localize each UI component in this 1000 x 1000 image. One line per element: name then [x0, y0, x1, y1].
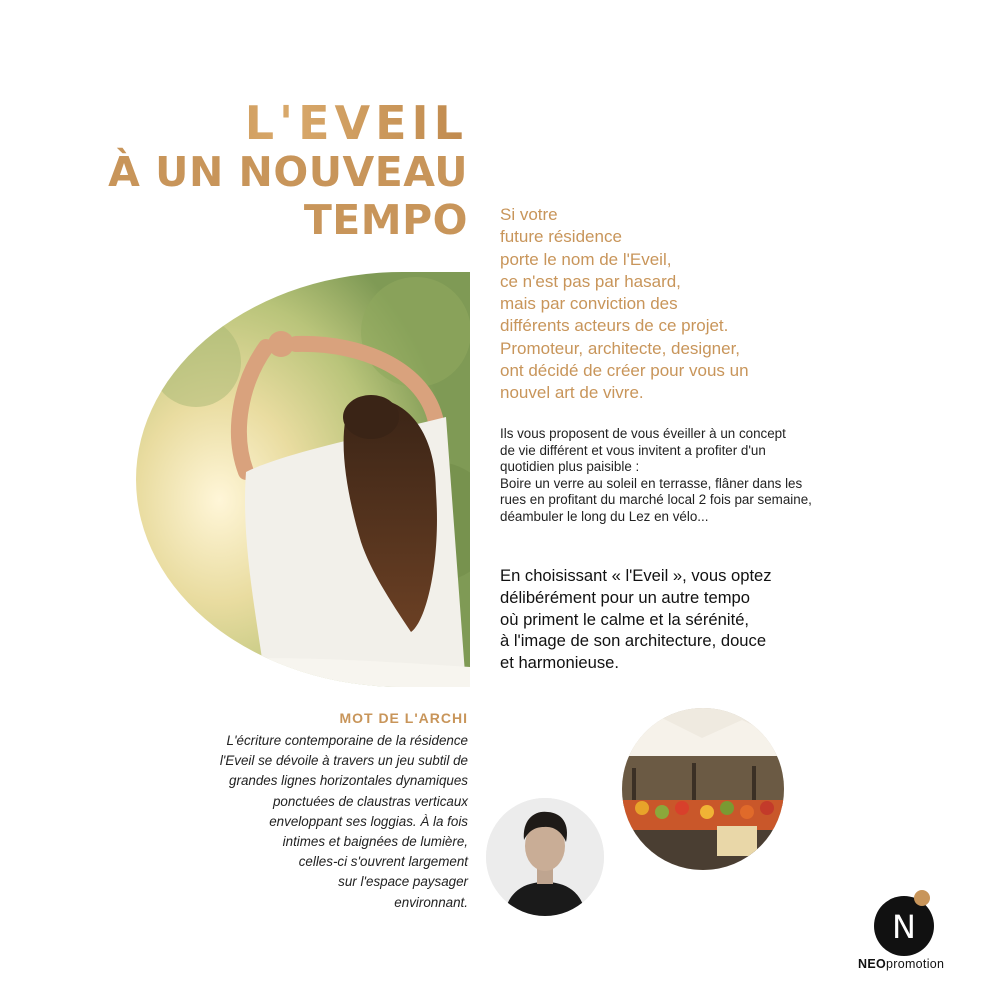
- brand-suffix: promotion: [886, 957, 945, 971]
- body-line: rues en profitant du marché local 2 fois par semaine,: [500, 492, 812, 508]
- title-logo-word: L'EVEIL: [108, 98, 468, 148]
- architect-quote-line: ponctuées de claustras verticaux: [272, 793, 468, 809]
- intro-line: Si votre: [500, 205, 558, 224]
- architect-quote: [168, 731, 468, 913]
- emphasis-line: délibérément pour un autre tempo: [500, 587, 750, 607]
- emphasis-paragraph: [500, 565, 830, 674]
- intro-line: différents acteurs de ce projet.: [500, 316, 729, 336]
- body-line: Boire un verre au soleil en terrasse, flâner dans les: [500, 475, 803, 491]
- body-line: Ils vous proposent de vous éveiller à un concept: [500, 426, 786, 441]
- intro-line: Promoteur, architecte, designer,: [500, 338, 741, 358]
- body-line: quotidien plus paisible :: [500, 459, 640, 475]
- architect-quote-line: L'écriture contemporaine de la résidence: [226, 733, 468, 748]
- architect-quote-line: enveloppant ses loggias. À la fois: [269, 813, 468, 829]
- emphasis-line: En choisissant « l'Eveil », vous optez: [500, 566, 772, 585]
- intro-line: ont décidé de créer pour vous un: [500, 361, 749, 381]
- architect-quote-line: l'Eveil se dévoile à travers un jeu subtil de: [219, 753, 468, 769]
- hero-woman-stretching-image: [136, 272, 470, 687]
- architect-quote-line: intimes et baignées de lumière,: [282, 834, 468, 850]
- page-title: [108, 98, 468, 244]
- brand-name: [858, 957, 944, 971]
- logo-letter: N: [892, 908, 916, 946]
- body-line: de vie différent et vous invitent a profiter d'un: [500, 442, 766, 458]
- intro-line: future résidence: [500, 227, 622, 247]
- body-paragraph: [500, 426, 870, 526]
- emphasis-line: où priment le calme et la sérénité,: [500, 609, 750, 629]
- architect-quote-line: sur l'espace paysager: [338, 874, 468, 890]
- brand-prefix: NEO: [858, 957, 886, 971]
- emphasis-line: à l'image de son architecture, douce: [500, 631, 767, 651]
- emphasis-line: et harmonieuse.: [500, 653, 619, 673]
- market-stalls-image: [622, 708, 784, 870]
- body-line: déambuler le long du Lez en vélo...: [500, 508, 709, 524]
- neo-promotion-logo-icon: [871, 890, 937, 956]
- architect-heading: MOT DE L'ARCHI: [339, 710, 468, 726]
- intro-line: nouvel art de vivre.: [500, 383, 644, 403]
- intro-line: mais par conviction des: [500, 294, 678, 314]
- architect-quote-line: environnant.: [394, 894, 468, 910]
- architect-quote-line: celles-ci s'ouvrent largement: [298, 854, 468, 870]
- title-line-1: À UN NOUVEAU: [108, 148, 468, 196]
- intro-line: porte le nom de l'Eveil,: [500, 249, 672, 269]
- architect-quote-line: grandes lignes horizontales dynamiques: [229, 773, 468, 789]
- title-line-2: TEMPO: [303, 196, 468, 244]
- architect-portrait-image: [486, 798, 604, 916]
- intro-paragraph: [500, 204, 820, 405]
- intro-line: ce n'est pas par hasard,: [500, 271, 681, 291]
